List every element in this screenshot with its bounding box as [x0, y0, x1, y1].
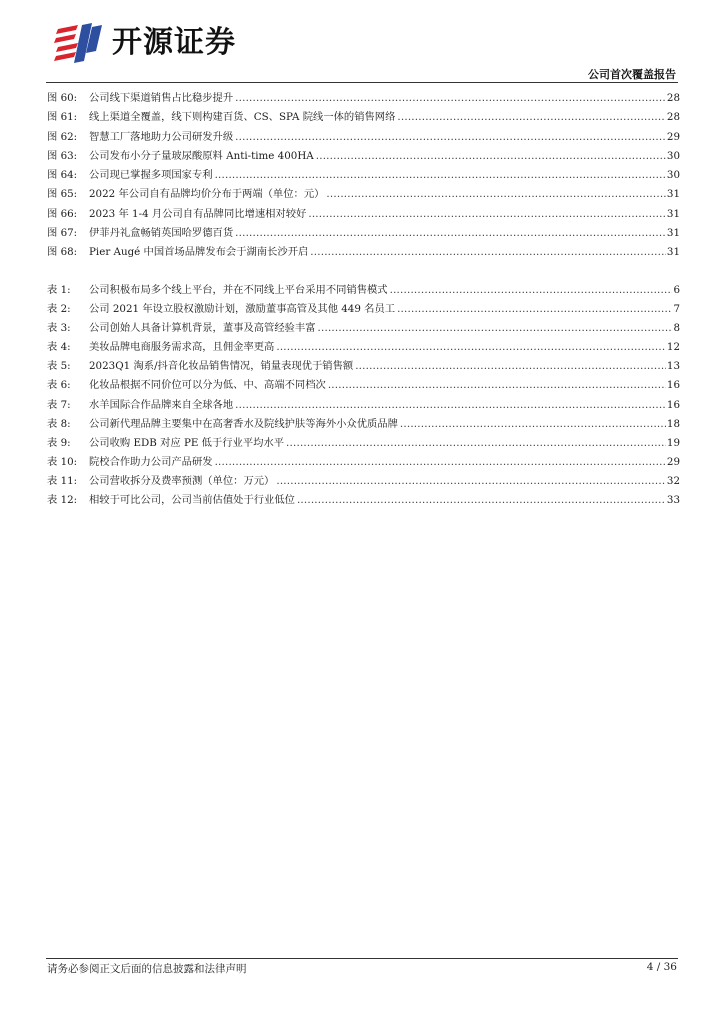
toc-title[interactable]: 智慧工厂落地助力公司研发升级	[89, 130, 234, 143]
toc-label: 表 7:	[47, 398, 71, 411]
toc-label: 表 11:	[47, 474, 78, 487]
toc-label: 图 66:	[47, 207, 78, 220]
toc-page[interactable]: 6	[673, 284, 680, 296]
toc-label: 图 67:	[47, 227, 78, 240]
toc-leader	[390, 284, 673, 296]
toc-leader	[326, 188, 665, 200]
toc-title[interactable]: 公司创始人具备计算机背景，董事及高管经验丰富	[89, 322, 316, 335]
toc-title[interactable]: 公司营收拆分及费率预测（单位：万元）	[89, 474, 275, 487]
toc-entry[interactable]	[47, 472, 680, 491]
toc-leader	[235, 227, 666, 239]
toc-title[interactable]: 相较于可比公司，公司当前估值处于行业低位	[89, 494, 295, 507]
toc-page[interactable]: 31	[666, 188, 680, 201]
toc-leader	[310, 246, 666, 258]
toc-leader	[400, 418, 666, 430]
toc-title[interactable]: 公司新代理品牌主要集中在高奢香水及院线护肤等海外小众优质品牌	[89, 417, 398, 430]
toc-entry[interactable]	[47, 491, 680, 510]
toc-title[interactable]: Pier Augé 中国首场品牌发布会于湖南长沙开启	[89, 246, 309, 259]
toc-label: 图 60:	[47, 92, 78, 104]
toc-entry[interactable]	[47, 243, 680, 262]
toc-page[interactable]: 31	[666, 227, 680, 240]
toc-leader	[318, 322, 673, 334]
footer-disclaimer: 请务必参阅正文后面的信息披露和法律声明	[47, 963, 247, 975]
toc-page[interactable]: 33	[666, 494, 680, 507]
toc-leader	[355, 360, 666, 372]
toc-title[interactable]: 水羊国际合作品牌来自全球各地	[89, 398, 234, 411]
toc-page[interactable]: 16	[666, 398, 680, 411]
toc-label: 表 4:	[47, 341, 71, 354]
toc-page[interactable]: 8	[673, 322, 680, 335]
toc-leader	[215, 169, 666, 181]
toc-page[interactable]: 31	[666, 207, 680, 220]
toc-entry[interactable]	[47, 376, 680, 395]
toc-label: 表 10:	[47, 455, 78, 468]
toc-entry[interactable]	[47, 453, 680, 472]
toc-entry[interactable]	[47, 357, 680, 376]
toc-title[interactable]: 美妆品牌电商服务需求高，且佣金率更高	[89, 341, 275, 354]
toc-page[interactable]: 12	[666, 341, 680, 354]
toc-entry[interactable]	[47, 338, 680, 357]
toc-entry[interactable]	[47, 108, 680, 127]
toc-page[interactable]: 32	[666, 474, 680, 487]
toc-entry[interactable]	[47, 166, 680, 185]
brand-logo	[52, 20, 236, 66]
toc-entry[interactable]	[47, 396, 680, 415]
toc-title[interactable]: 公司 2021 年设立股权激励计划，激励董事高管及其他 449 名员工	[89, 303, 396, 316]
toc-title[interactable]: 2023 年 1-4 月公司自有品牌同比增速相对较好	[89, 207, 307, 220]
toc-page[interactable]: 30	[666, 169, 680, 182]
toc-leader	[235, 399, 666, 411]
toc-entry[interactable]	[47, 319, 680, 338]
toc-label: 表 9:	[47, 436, 71, 449]
toc-label: 图 65:	[47, 188, 78, 201]
toc-entry[interactable]	[47, 147, 680, 166]
toc-page[interactable]: 30	[666, 149, 680, 162]
figure-index	[47, 89, 680, 263]
toc-page[interactable]: 29	[666, 130, 680, 143]
toc-leader	[286, 437, 666, 449]
toc-title[interactable]: 2023Q1 淘系/抖音化妆品销售情况，销量表现优于销售额	[89, 360, 354, 373]
toc-title[interactable]: 伊菲丹礼盒畅销英国哈罗德百货	[89, 227, 234, 240]
toc-label: 表 8:	[47, 417, 71, 430]
toc-page[interactable]: 28	[666, 111, 680, 124]
toc-entry[interactable]	[47, 128, 680, 147]
toc-label: 图 64:	[47, 169, 78, 182]
toc-entry[interactable]	[47, 281, 680, 300]
toc-label: 表 2:	[47, 303, 71, 316]
toc-entry[interactable]	[47, 224, 680, 243]
report-type: 公司首次覆盖报告	[588, 68, 676, 81]
toc-entry[interactable]	[47, 185, 680, 204]
toc-page[interactable]: 31	[666, 246, 680, 259]
toc-page[interactable]: 13	[666, 360, 680, 373]
toc-leader	[215, 456, 666, 468]
brand-name: 开源证券	[112, 25, 236, 60]
toc-page[interactable]: 7	[673, 303, 680, 316]
page-number: 4 / 36	[646, 961, 677, 973]
toc-title[interactable]: 公司发布小分子量玻尿酸原料 Anti-time 400HA	[89, 149, 314, 162]
toc-title[interactable]: 公司积极布局多个线上平台，并在不同线上平台采用不同销售模式	[89, 284, 388, 296]
toc-title[interactable]: 2022 年公司自有品牌均价分布于两端（单位：元）	[89, 188, 325, 201]
toc-entry[interactable]	[47, 415, 680, 434]
toc-leader	[276, 341, 666, 353]
toc-title[interactable]: 院校合作助力公司产品研发	[89, 455, 213, 468]
toc-leader	[235, 131, 666, 143]
toc-label: 图 68:	[47, 246, 78, 259]
toc-leader	[297, 494, 666, 506]
toc-title[interactable]: 线上渠道全覆盖，线下则构建百货、CS、SPA 院线一体的销售网络	[89, 111, 396, 124]
toc-label: 表 3:	[47, 322, 71, 335]
toc-leader	[276, 475, 666, 487]
toc-page[interactable]: 28	[666, 92, 680, 104]
toc-leader	[397, 303, 672, 315]
toc-label: 表 5:	[47, 360, 71, 373]
toc-label: 表 12:	[47, 494, 78, 507]
toc-entry[interactable]	[47, 300, 680, 319]
footer-divider	[46, 958, 678, 959]
header-divider	[46, 82, 678, 83]
toc-title[interactable]: 公司收购 EDB 对应 PE 低于行业平均水平	[89, 436, 285, 449]
toc-page[interactable]: 16	[666, 379, 680, 392]
toc-leader	[328, 379, 666, 391]
toc-title[interactable]: 公司线下渠道销售占比稳步提升	[89, 92, 234, 104]
toc-page[interactable]: 29	[666, 455, 680, 468]
toc-label: 图 62:	[47, 130, 78, 143]
toc-leader	[397, 111, 665, 123]
toc-label: 表 6:	[47, 379, 71, 392]
toc-page[interactable]: 18	[666, 417, 680, 430]
toc-leader	[316, 150, 666, 162]
toc-entry[interactable]	[47, 434, 680, 453]
toc-title[interactable]: 化妆品根据不同价位可以分为低、中、高端不同档次	[89, 379, 326, 392]
toc-entry[interactable]	[47, 89, 680, 108]
toc-entry[interactable]	[47, 205, 680, 224]
toc-label: 表 1:	[47, 284, 71, 296]
toc-label: 图 61:	[47, 111, 78, 124]
table-index	[47, 281, 680, 510]
toc-leader	[308, 208, 666, 220]
toc-title[interactable]: 公司现已掌握多项国家专利	[89, 169, 213, 182]
toc-label: 图 63:	[47, 149, 78, 162]
toc-page[interactable]: 19	[666, 436, 680, 449]
toc-leader	[235, 92, 666, 104]
brand-mark-icon	[52, 21, 104, 65]
